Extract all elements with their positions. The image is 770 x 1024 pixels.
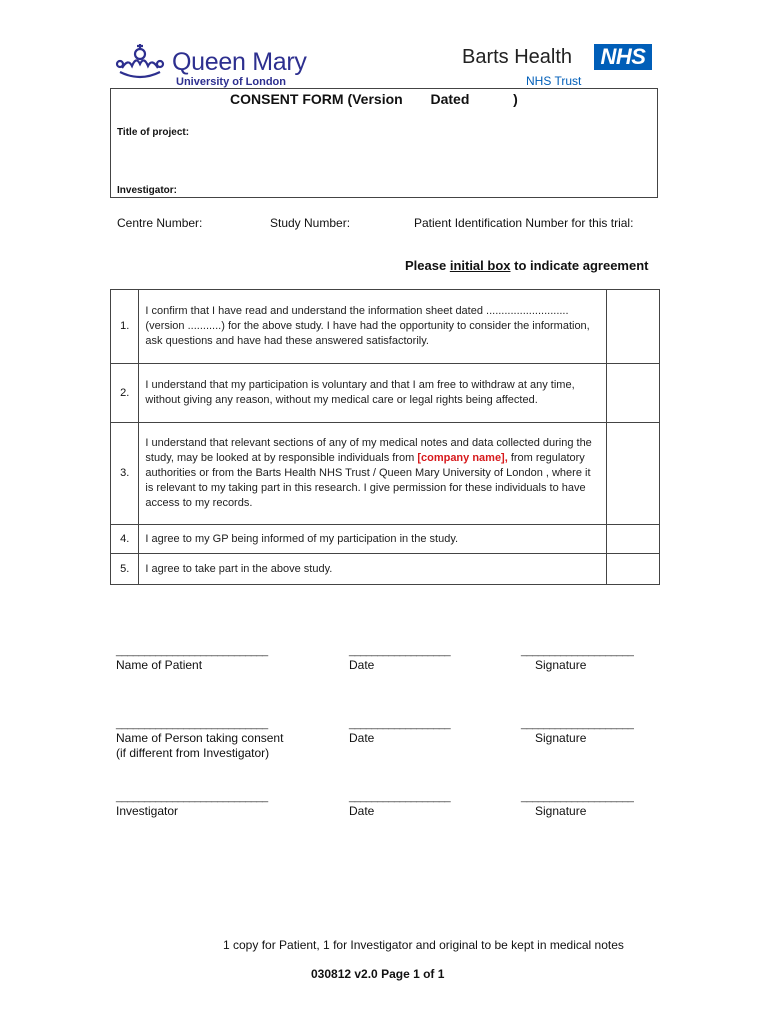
page-number: 030812 v2.0 Page 1 of 1: [311, 967, 445, 981]
statement-row: [111, 525, 660, 554]
initial-box[interactable]: [606, 423, 659, 525]
company-name-placeholder: [company name],: [417, 452, 508, 464]
patient-date-line[interactable]: __________________: [349, 645, 451, 657]
statement-row: [111, 290, 660, 364]
patient-id-label: Patient Identification Number for this trial:: [414, 216, 634, 230]
consent-taker-date-line[interactable]: __________________: [349, 718, 451, 730]
investigator-name-label: Investigator: [116, 804, 179, 818]
investigator-date-line[interactable]: __________________: [349, 791, 451, 803]
title-of-project-label: Title of project:: [117, 127, 190, 138]
initial-box[interactable]: [606, 364, 659, 423]
consent-statements-table: [110, 289, 660, 585]
investigator-date-label: Date: [349, 804, 375, 818]
copies-note: 1 copy for Patient, 1 for Investigator and original to be kept in medical notes: [223, 938, 624, 952]
instruction-underlined: initial box: [449, 258, 511, 273]
barts-trust: NHS Trust: [526, 74, 582, 88]
statement-number: 4.: [111, 525, 139, 554]
patient-name-label: Name of Patient: [116, 658, 203, 672]
barts-health-logo: [462, 44, 662, 90]
qm-subtitle: University of London: [176, 76, 286, 88]
crown-icon: [114, 42, 166, 84]
initial-box-instruction: [405, 258, 648, 273]
initial-box[interactable]: [606, 554, 659, 585]
statement-text: I agree to take part in the above study.: [139, 554, 606, 585]
form-title-prefix: CONSENT FORM (Version: [230, 91, 403, 107]
statement-row: [111, 554, 660, 585]
statement-row: [111, 423, 660, 525]
initial-box[interactable]: [606, 525, 659, 554]
statement-row: [111, 364, 660, 423]
statement-number: 1.: [111, 290, 139, 364]
investigator-signature-line[interactable]: ____________________: [521, 791, 634, 803]
form-title-close: ): [513, 91, 518, 107]
patient-name-line[interactable]: ___________________________: [116, 645, 268, 657]
statement-text: [139, 423, 606, 525]
instruction-suffix: to indicate agreement: [510, 258, 649, 273]
consent-taker-name-line[interactable]: ___________________________: [116, 718, 268, 730]
consent-taker-signature-line[interactable]: ____________________: [521, 718, 634, 730]
form-title: [230, 91, 518, 107]
study-number-label: Study Number:: [270, 216, 351, 230]
barts-name: Barts Health: [462, 46, 573, 68]
consent-taker-signature-label: Signature: [535, 731, 587, 745]
statement-number: 2.: [111, 364, 139, 423]
investigator-name-line[interactable]: ___________________________: [116, 791, 268, 803]
consent-taker-name-label: Name of Person taking consent: [116, 731, 284, 745]
statement-text: I understand that my participation is voluntary and that I am free to withdraw at any time, without giving any reason, without my medical care or legal rights being affected.: [139, 364, 606, 423]
form-title-dated: Dated: [430, 91, 470, 107]
consent-taker-note: (if different from Investigator): [116, 746, 270, 760]
investigator-label: Investigator:: [117, 185, 178, 196]
instruction-prefix: Please: [405, 258, 450, 273]
nhs-badge: NHS: [594, 44, 652, 70]
investigator-signature-label: Signature: [535, 804, 587, 818]
statement-text-before: I understand that relevant sections of any of my medical notes and data collected during the study, may be looked at by responsible individuals from: [145, 437, 592, 464]
title-underline: [305, 88, 465, 89]
consent-taker-date-label: Date: [349, 731, 375, 745]
statement-text: I confirm that I have read and understand the information sheet dated ........................... (version ...........) for the above study. I have had the opportunity to consider the information, ask questions and have had these answered satisfactorily.: [139, 290, 606, 364]
statement-number: 3.: [111, 423, 139, 525]
patient-signature-label: Signature: [535, 658, 587, 672]
patient-signature-line[interactable]: ____________________: [521, 645, 634, 657]
centre-number-label: Centre Number:: [117, 216, 203, 230]
patient-date-label: Date: [349, 658, 375, 672]
statement-number: 5.: [111, 554, 139, 585]
initial-box[interactable]: [606, 290, 659, 364]
qm-name: Queen Mary: [172, 48, 307, 76]
queen-mary-logo: [114, 42, 334, 92]
statement-text-after: from regulatory authorities or from the Barts Health NHS Trust / Queen Mary University of London , where it is relevant to my taking part in this research. I give permission for these individuals to have access to my records.: [145, 452, 591, 509]
statement-text: I agree to my GP being informed of my participation in the study.: [139, 525, 606, 554]
